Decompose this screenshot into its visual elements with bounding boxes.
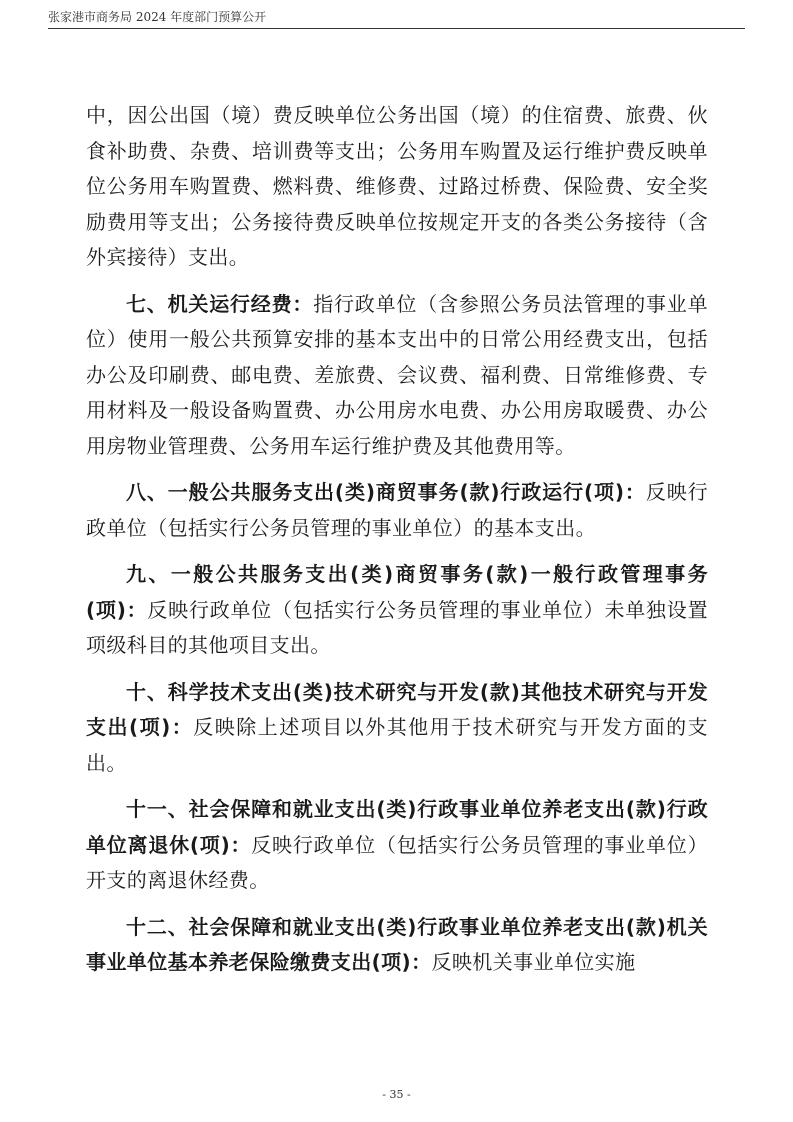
term-heading: 九、一般公共服务支出(类)商贸事务(款)一般行政管理事务(项)：	[86, 562, 708, 622]
term-heading: 十、科学技术支出(类)技术研究与开发(款)其他技术研究与开发支出(项)：	[86, 679, 708, 739]
page-header	[48, 8, 745, 29]
paragraph-text: 反映行政单位（包括实行公务员管理的事业单位）开支的离退休经费。	[86, 832, 708, 892]
paragraph-continuation	[86, 98, 708, 276]
paragraph-text: 指行政单位（含参照公务员法管理的事业单位）使用一般公共预算安排的基本支出中的日常公用经费支出，包括办公及印刷费、邮电费、差旅费、会议费、福利费、日常维修费、专用材料及一般设备购置费、办公用房水电费、办公用房取暖费、办公用房物业管理费、公务用车运行维护费及其他费用等。	[86, 291, 708, 458]
paragraph-10	[86, 675, 708, 782]
paragraph-text: 反映行政单位（包括实行公务员管理的事业单位）的基本支出。	[86, 480, 708, 540]
document-body	[86, 98, 708, 981]
term-heading: 十二、社会保障和就业支出(类)行政事业单位养老支出(款)机关事业单位基本养老保险缴费支出(项)：	[86, 914, 708, 974]
term-heading: 七、机关运行经费：	[126, 291, 314, 316]
paragraph-12	[86, 910, 708, 981]
header-title: 张家港市商务局 2024 年度部门预算公开	[48, 10, 267, 24]
paragraph-text: 反映除上述项目以外其他用于技术研究与开发方面的支出。	[86, 715, 708, 775]
term-heading: 十一、社会保障和就业支出(类)行政事业单位养老支出(款)行政单位离退休(项)：	[86, 797, 708, 857]
paragraph-text: 中，因公出国（境）费反映单位公务出国（境）的住宿费、旅费、伙食补助费、杂费、培训费等支出；公务用车购置及运行维护费反映单位公务用车购置费、燃料费、维修费、过路过桥费、保险费、安全奖励费用等支出；公务接待费反映单位按规定开支的各类公务接待（含外宾接待）支出。	[86, 103, 708, 269]
paragraph-8	[86, 475, 708, 546]
term-heading: 八、一般公共服务支出(类)商贸事务(款)行政运行(项)：	[126, 480, 646, 504]
paragraph-9	[86, 557, 708, 664]
paragraph-7	[86, 287, 708, 465]
paragraph-11	[86, 792, 708, 899]
paragraph-text: 反映机关事业单位实施	[431, 950, 636, 974]
page-number: - 35 -	[382, 1088, 411, 1101]
paragraph-text: 反映行政单位（包括实行公务员管理的事业单位）未单独设置项级科目的其他项目支出。	[86, 597, 708, 657]
